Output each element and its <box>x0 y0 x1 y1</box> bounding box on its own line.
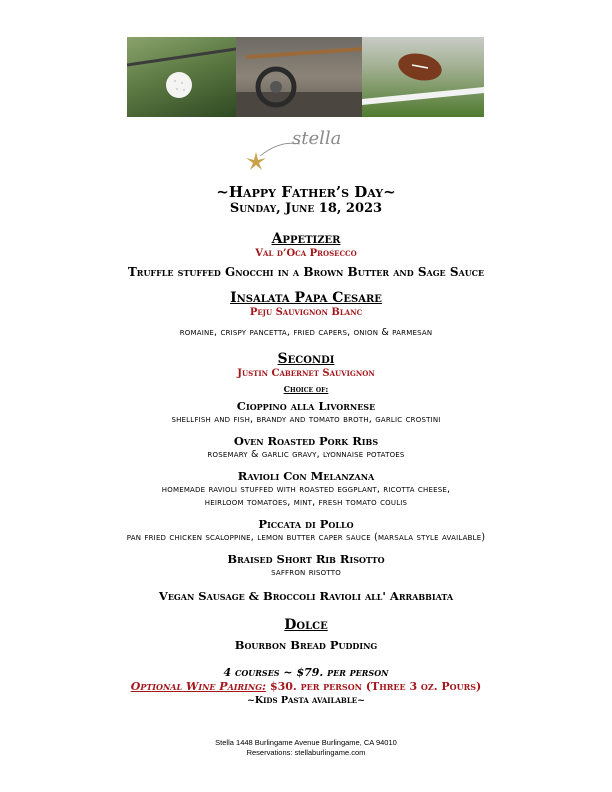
price-line: 4 courses ~ $79. per person <box>223 666 389 679</box>
secondi-wine: Justin Cabernet Sauvignon <box>237 368 375 379</box>
secondi-heading: Secondi <box>277 351 335 367</box>
salad-heading: Insalata Papa Cesare <box>230 290 382 306</box>
dish-name: Braised Short Rib Risotto <box>227 552 385 566</box>
choice-label: Choice of: <box>283 384 329 394</box>
stella-logo <box>240 122 370 172</box>
dolce-dish: Bourbon Bread Pudding <box>234 638 378 652</box>
fishing-reel-photo <box>236 37 362 117</box>
dish-description: shellfish and fish, brandy and tomato broth, garlic crostini <box>171 414 441 425</box>
dish-name: Ravioli Con Melanzana <box>237 469 375 483</box>
dish-description: saffron risotto <box>271 567 341 578</box>
footer <box>0 738 612 758</box>
wine-pairing-label: Optional Wine Pairing: <box>130 680 267 693</box>
footer-reservations: Reservations: stellaburlingame.com <box>246 748 366 757</box>
appetizer-heading: Appetizer <box>271 231 341 247</box>
secondi-item <box>0 517 612 544</box>
footer-address: Stella 1448 Burlingame Avenue Burlingame, CA 94010 <box>215 738 397 747</box>
dish-name: Piccata di Pollo <box>258 517 354 531</box>
header-photo-banner <box>127 37 484 117</box>
dish-name: Oven Roasted Pork Ribs <box>233 434 379 448</box>
logo-wordmark: stella <box>292 128 342 149</box>
salad-description: romaine, crispy pancetta, fried capers, onion & parmesan <box>179 327 433 338</box>
secondi-item <box>0 469 612 509</box>
secondi-item <box>0 589 612 603</box>
dish-description: pan fried chicken scaloppine, lemon butter caper sauce (marsala style available) <box>126 532 486 543</box>
page-title: ~Happy Father’s Day~ <box>216 183 396 201</box>
golf-ball-photo <box>127 37 236 117</box>
kids-note: ~Kids Pasta available~ <box>246 695 366 706</box>
dish-name: Vegan Sausage & Broccoli Ravioli all' Arrabbiata <box>158 589 454 603</box>
dish-description: homemade ravioli stuffed with roasted eggplant, ricotta cheese, <box>161 484 451 495</box>
secondi-item <box>0 399 612 426</box>
dish-description: heirloom tomatoes, mint, fresh tomato coulis <box>204 497 408 508</box>
wine-pairing-text: $30. per person (Three 3 oz. Pours) <box>266 680 482 693</box>
event-date: Sunday, June 18, 2023 <box>229 201 383 216</box>
secondi-item <box>0 552 612 579</box>
salad-wine: Peju Sauvignon Blanc <box>249 307 363 318</box>
appetizer-wine: Val d’Oca Prosecco <box>255 248 357 259</box>
secondi-item <box>0 434 612 461</box>
football-photo <box>362 37 484 117</box>
wine-pairing-line <box>0 680 612 694</box>
dish-name: Cioppino alla Livornese <box>236 399 376 413</box>
appetizer-dish: Truffle stuffed Gnocchi in a Brown Butter and Sage Sauce <box>127 265 485 279</box>
menu-body <box>0 183 612 707</box>
dish-description: rosemary & garlic gravy, lyonnaise potatoes <box>207 449 405 460</box>
dolce-heading: Dolce <box>284 617 328 633</box>
